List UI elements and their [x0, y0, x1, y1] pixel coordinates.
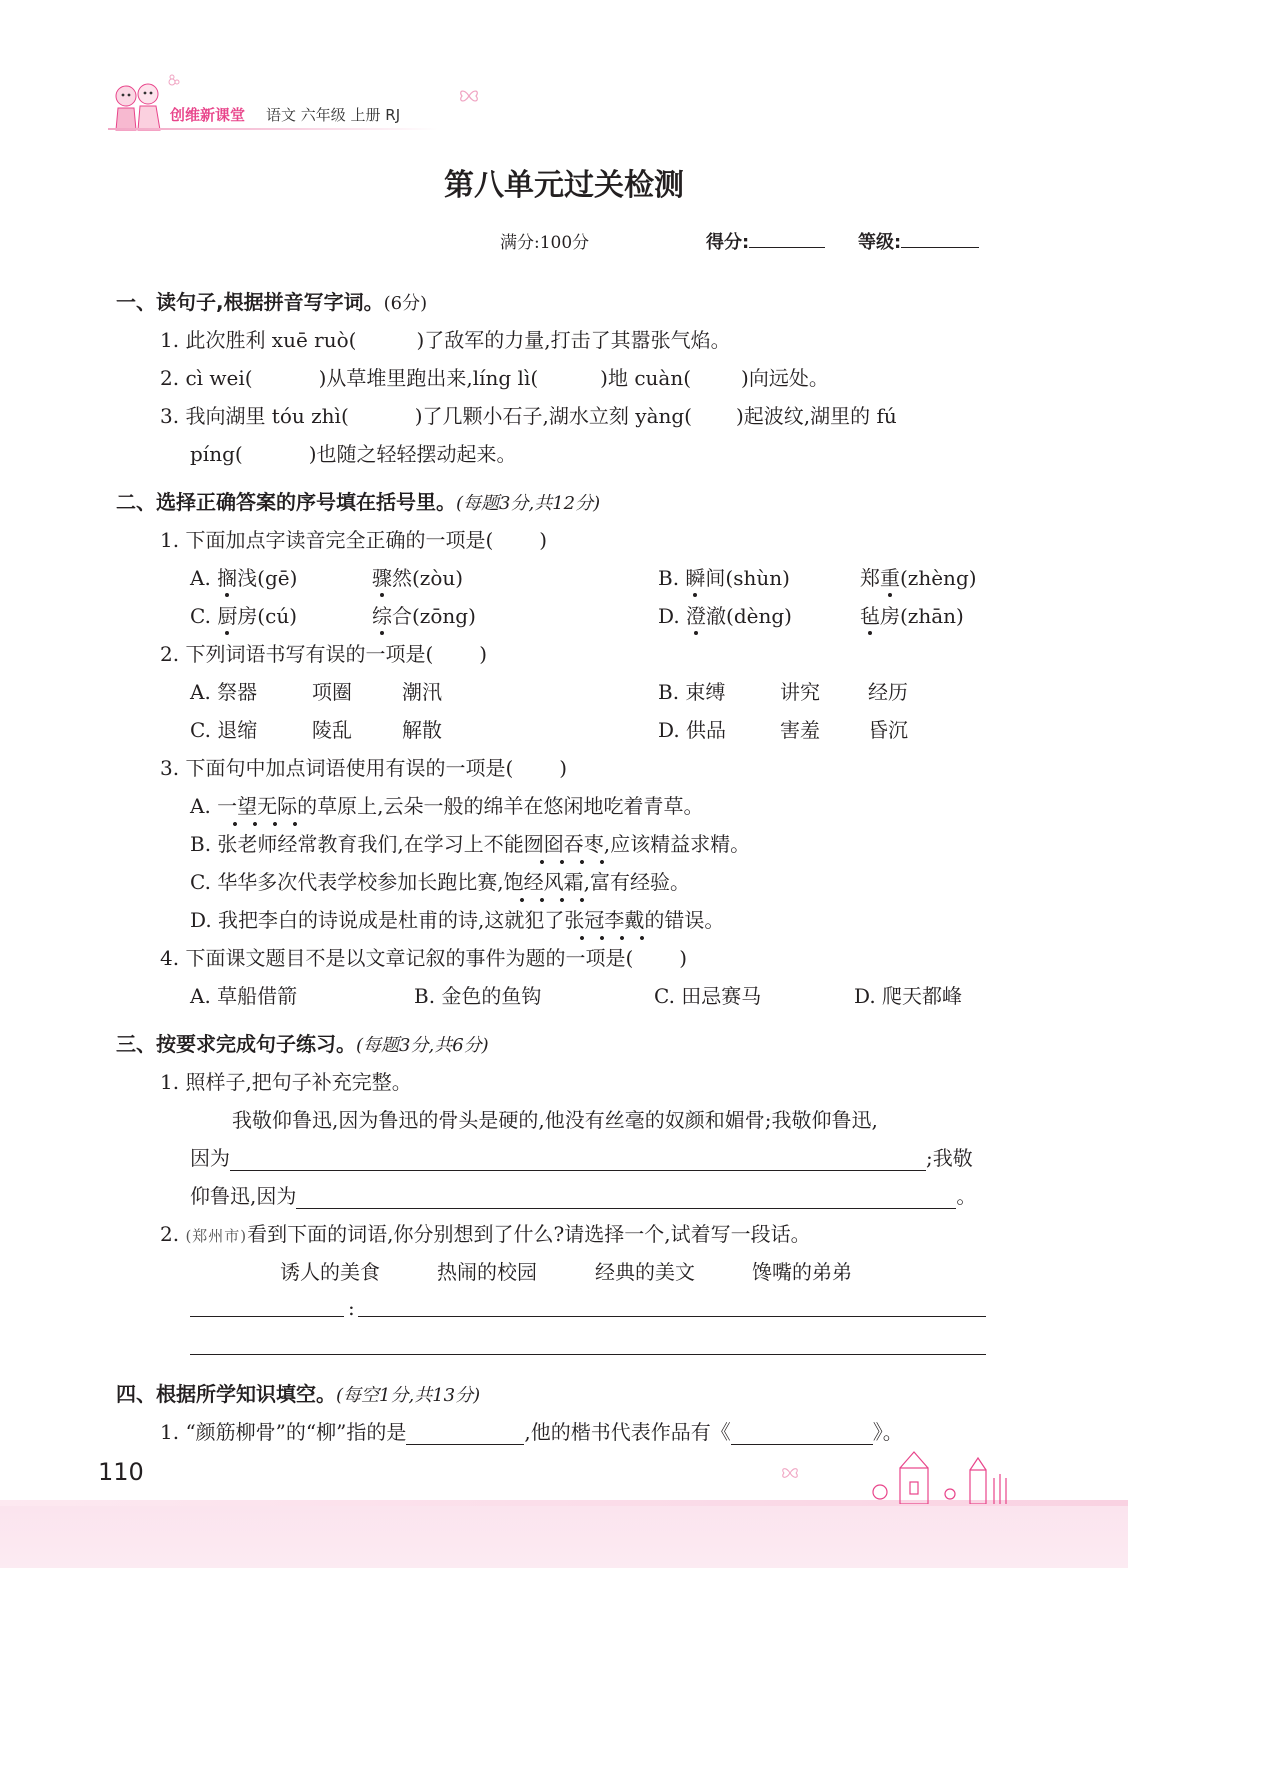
s2-q2-option-d[interactable]: D. 供品: [658, 718, 727, 742]
s2-q1-option-c[interactable]: C. 厨房(cú): [190, 600, 297, 629]
section-2-heading: 二、选择正确答案的序号填在括号里。(每题3分,共12分): [116, 490, 601, 514]
s2-q1-option-a-2: 骤然(zòu): [372, 562, 463, 591]
s1-question-2: 2. cì wei( )从草堆里跑出来,líng lì( )地 cuàn( )向远处。: [160, 366, 829, 390]
section-2-note: (每题3分,共12分): [456, 493, 601, 514]
s2-q4-option-c[interactable]: C. 田忌赛马: [654, 984, 762, 1008]
s2-q2-option-b-word-3: 经历: [868, 680, 908, 704]
title-blank-line[interactable]: [190, 1316, 344, 1317]
section-4-heading: 四、根据所学知识填空。(每空1分,共13分): [116, 1382, 481, 1406]
butterfly-icon: [780, 1466, 800, 1480]
s2-question-1: 1. 下面加点字读音完全正确的一项是( ): [160, 528, 548, 552]
s3-q1-example: 我敬仰鲁迅,因为鲁迅的骨头是硬的,他没有丝毫的奴颜和媚骨;我敬仰鲁迅,: [232, 1108, 878, 1132]
s2-q4-option-a[interactable]: A. 草船借箭: [190, 984, 298, 1008]
s2-question-2: 2. 下列词语书写有误的一项是( ): [160, 642, 488, 666]
answer-line[interactable]: [230, 1146, 926, 1171]
full-score: 满分:100分: [500, 233, 590, 253]
s3-q2-option: 经典的美文: [595, 1260, 695, 1284]
score-field: [706, 228, 825, 254]
grade-field: [858, 228, 979, 254]
s2-q2-option-d-word-3: 昏沉: [868, 718, 908, 742]
section-4-note: (每空1分,共13分): [336, 1385, 481, 1406]
brand-name: 创维新课堂: [170, 106, 246, 124]
s2-q4-option-d[interactable]: D. 爬天都峰: [854, 984, 963, 1008]
page-title: 第八单元过关检测: [444, 168, 684, 203]
s3-q2-option: 诱人的美食: [280, 1260, 380, 1284]
subject-label: 语文 六年级 上册 RJ: [266, 106, 401, 124]
footer-band: [0, 1500, 1128, 1568]
section-3-heading: 三、按要求完成句子练习。(每题3分,共6分): [116, 1032, 489, 1056]
s2-q2-option-a-word-2: 项圈: [312, 680, 352, 704]
s2-q2-option-a[interactable]: A. 祭器: [190, 680, 258, 704]
answer-line[interactable]: [731, 1420, 873, 1445]
score-blank[interactable]: [749, 247, 825, 248]
answer-line[interactable]: [406, 1420, 524, 1445]
s2-q3-option-a[interactable]: A. 一望无际的草原上,云朵一般的绵羊在悠闲地吃着青草。: [190, 790, 704, 819]
s3-question-1: 1. 照样子,把句子补充完整。: [160, 1070, 412, 1094]
s2-question-3: 3. 下面句中加点词语使用有误的一项是( ): [160, 756, 568, 780]
s2-q2-option-d-word-2: 害羞: [780, 718, 820, 742]
s4-question-1: 1. “颜筋柳骨”的“柳”指的是 ,他的楷书代表作品有《 》。: [160, 1420, 903, 1444]
section-1-heading: 一、读句子,根据拼音写字词。(6分): [116, 290, 428, 314]
s2-q3-option-c[interactable]: C. 华华多次代表学校参加长跑比赛,饱经风霜,富有经验。: [190, 866, 690, 895]
dotted-word: 一望无际: [217, 790, 297, 819]
section-1-note: (6分): [383, 293, 428, 314]
page-number: 110: [98, 1458, 144, 1486]
score-label: 得分:: [706, 232, 750, 253]
answer-line[interactable]: [358, 1316, 986, 1317]
grade-blank[interactable]: [901, 247, 979, 248]
s2-q2-option-b-word-2: 讲究: [780, 680, 820, 704]
s2-q4-option-b[interactable]: B. 金色的鱼钩: [414, 984, 542, 1008]
s2-q1-option-a[interactable]: A. 搁浅(gē): [190, 562, 297, 591]
s2-q2-option-b[interactable]: B. 束缚: [658, 680, 726, 704]
answer-line[interactable]: [296, 1184, 956, 1209]
kids-illustration-icon: [108, 78, 168, 142]
s2-q3-option-d[interactable]: D. 我把李白的诗说成是杜甫的诗,这就犯了张冠李戴的错误。: [190, 904, 724, 933]
colon: :: [348, 1296, 355, 1320]
region-tag: (郑州市): [185, 1227, 248, 1245]
grade-label: 等级:: [858, 232, 902, 253]
s2-q1-option-d[interactable]: D. 澄澈(dèng): [658, 600, 792, 629]
s2-q3-option-b[interactable]: B. 张老师经常教育我们,在学习上不能囫囵吞枣,应该精益求精。: [190, 828, 750, 857]
s3-question-2: 2. (郑州市)看到下面的词语,你分别想到了什么?请选择一个,试着写一段话。: [160, 1222, 811, 1246]
s2-q2-option-a-word-3: 潮汛: [402, 680, 442, 704]
s2-q1-option-b[interactable]: B. 瞬间(shùn): [658, 562, 790, 591]
s3-q2-option: 馋嘴的弟弟: [752, 1260, 852, 1284]
flower-icon: [164, 74, 180, 90]
s2-q1-option-c-2: 综合(zōng): [372, 600, 476, 629]
dotted-word: 饱经风霜: [504, 866, 584, 895]
dotted-word: 张冠李戴: [564, 904, 644, 933]
s2-q1-option-d-2: 毡房(zhān): [860, 600, 964, 629]
header-divider: [108, 128, 438, 130]
s2-q2-option-c-word-3: 解散: [402, 718, 442, 742]
s3-q2-option: 热闹的校园: [437, 1260, 537, 1284]
s2-q2-option-c[interactable]: C. 退缩: [190, 718, 258, 742]
s2-q2-option-c-word-2: 陵乱: [312, 718, 352, 742]
s1-question-1: 1. 此次胜利 xuē ruò( )了敌军的力量,打击了其嚣张气焰。: [160, 328, 731, 352]
s1-question-3: 3. 我向湖里 tóu zhì( )了几颗小石子,湖水立刻 yàng( )起波纹,湖里的 fú: [160, 404, 897, 428]
s3-q1-line-2: 因为 ;我敬: [190, 1146, 973, 1170]
s3-q1-line-3: 仰鲁迅,因为 。: [190, 1184, 977, 1208]
castle-illustration-icon: [860, 1448, 1020, 1504]
dotted-word: 囫囵吞枣: [524, 828, 604, 857]
section-3-note: (每题3分,共6分): [356, 1035, 489, 1056]
s1-question-3-cont: píng( )也随之轻轻摆动起来。: [190, 442, 517, 466]
butterfly-icon: [458, 88, 480, 104]
answer-line[interactable]: [190, 1354, 986, 1355]
s2-q1-option-b-2: 郑重(zhèng): [860, 562, 977, 591]
s2-question-4: 4. 下面课文题目不是以文章记叙的事件为题的一项是( ): [160, 946, 688, 970]
